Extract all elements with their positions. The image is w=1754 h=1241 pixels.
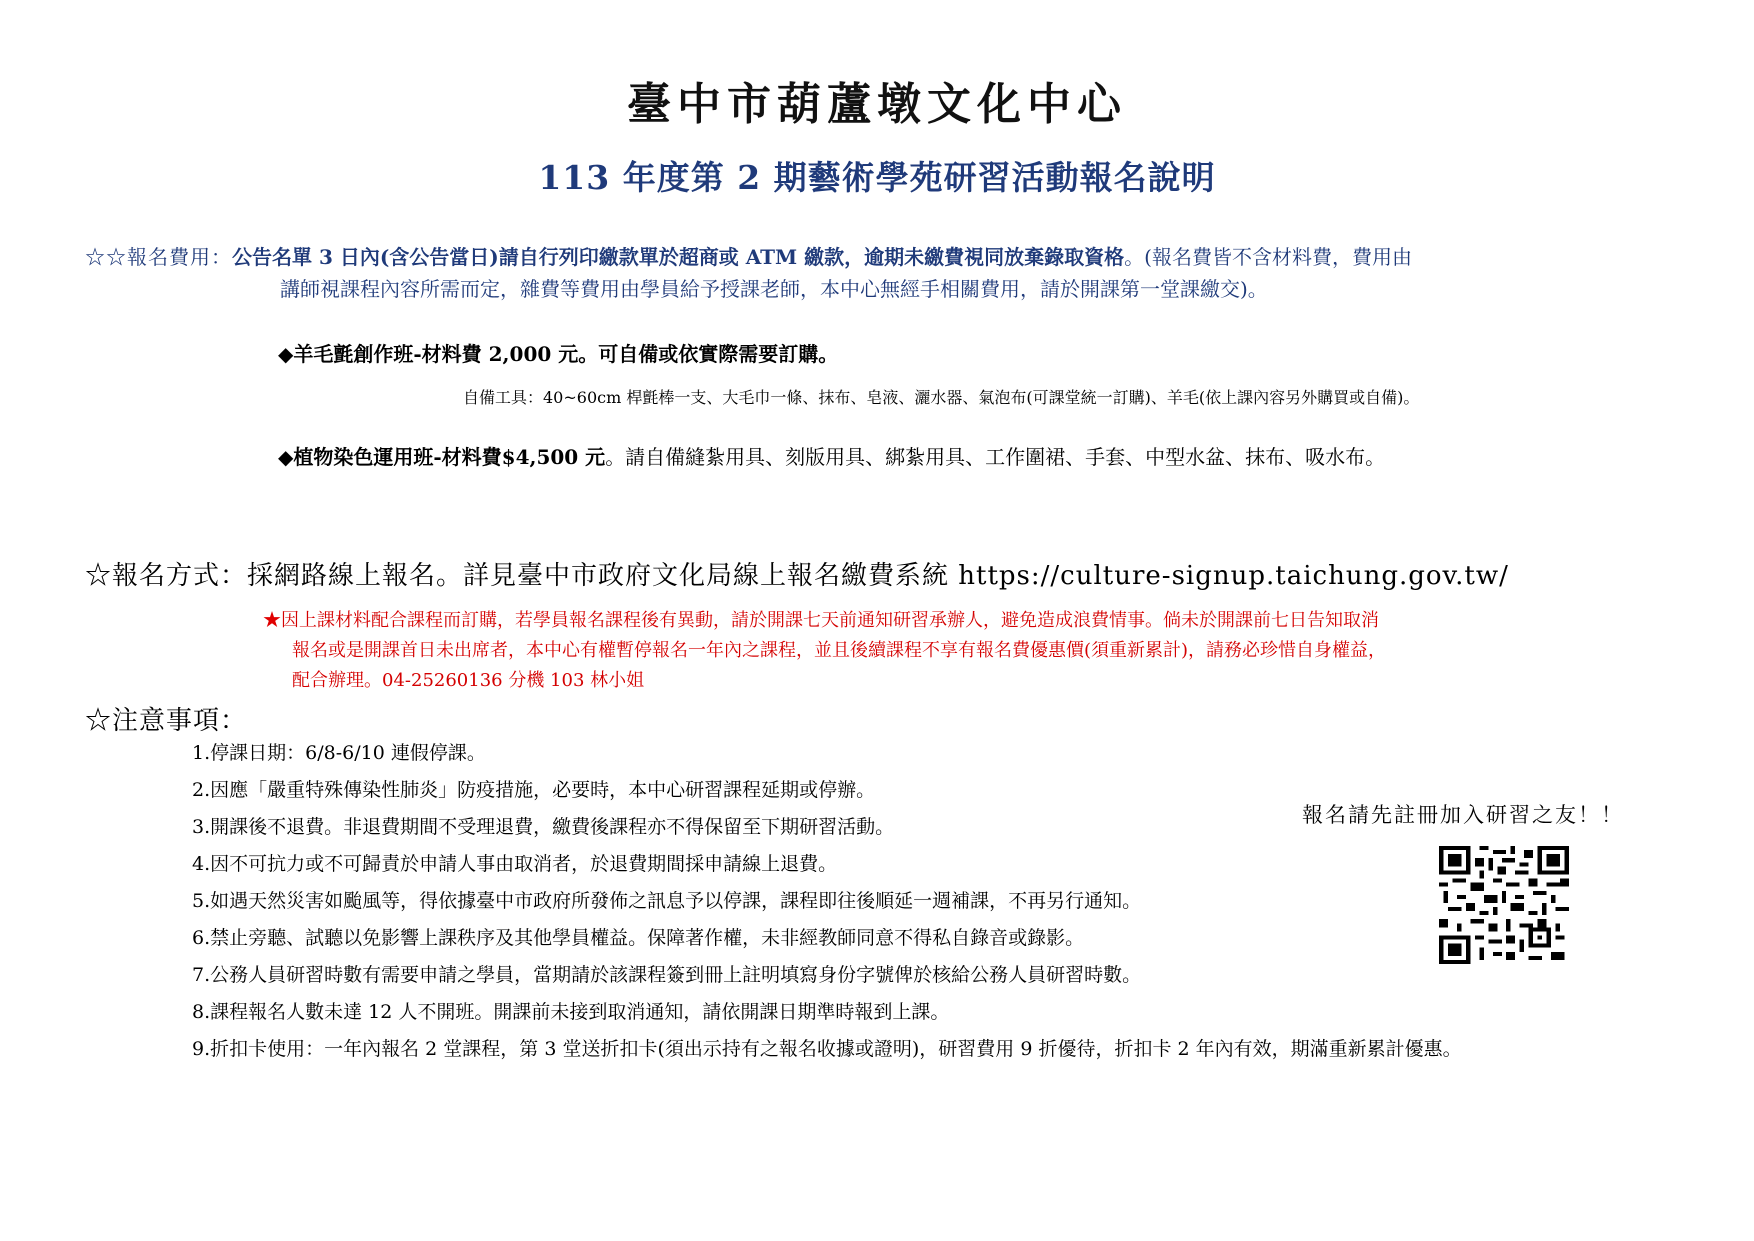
fee-rest: 。(報名費皆不含材料費，費用由 xyxy=(1124,245,1412,269)
fee-line2: 講師視課程內容所需而定，雜費等費用由學員給予授課老師，本中心無經手相關費用，請於開課第一堂課繳交)。 xyxy=(280,277,1268,301)
org-name: 臺中市葫蘆墩文化中心 xyxy=(627,79,1127,130)
page-title: 113 年度第 2 期藝術學苑研習活動報名說明 xyxy=(538,158,1216,197)
wool-class-item xyxy=(278,338,838,367)
note-item: 7.公務人員研習時數有需要申請之學員，當期請於該課程簽到冊上註明填寫身份字號俾於核給公務人員研習時數。 xyxy=(192,964,1142,986)
note-item: 6.禁止旁聽、試聽以免影響上課秩序及其他學員權益。保障著作權，未非經教師同意不得私自錄音或錄影。 xyxy=(192,927,1085,949)
dye-class-bold: ◆植物染色運用班-材料費$4,500 元 xyxy=(278,445,606,469)
wool-tools: 自備工具：40~60cm 桿氈棒一支、大毛巾一條、抹布、皂液、灑水器、氣泡布(可課堂統一訂購)、羊毛(依上課內容另外購買或自備)。 xyxy=(463,388,1420,407)
register-prompt: 報名請先註冊加入研習之友！！ xyxy=(1302,803,1624,827)
warn-line-1: 因上課材料配合課程而訂購，若學員報名課程後有異動，請於開課七天前通知研習承辦人，避免造成浪費情事。倘未於開課前七日告知取消 xyxy=(281,610,1379,631)
dye-class-item xyxy=(278,441,1385,470)
note-item: 9.折扣卡使用：一年內報名 2 堂課程，第 3 堂送折扣卡(須出示持有之報名收據或證明)，研習費用 9 折優待，折扣卡 2 年內有效，期滿重新累計優惠。 xyxy=(192,1038,1462,1060)
note-item: 4.因不可抗力或不可歸責於申請人事由取消者，於退費期間採申請線上退費。 xyxy=(192,853,838,875)
note-item: 1.停課日期：6/8-6/10 連假停課。 xyxy=(192,742,486,764)
wool-class-text: ◆羊毛氈創作班-材料費 2,000 元。可自備或依實際需要訂購。 xyxy=(278,342,839,366)
qr-code-icon[interactable] xyxy=(1439,846,1569,964)
note-item: 3.開課後不退費。非退費期間不受理退費，繳費後課程亦不得保留至下期研習活動。 xyxy=(192,816,895,838)
signup-warning xyxy=(263,606,1723,696)
fee-deadline: 公告名單 3 日內(含公告當日)請自行列印繳款單於超商或 ATM 繳款，逾期未繳費視同放棄錄取資格 xyxy=(232,245,1125,269)
note-item: 2.因應「嚴重特殊傳染性肺炎」防疫措施，必要時，本中心研習課程延期或停辦。 xyxy=(192,779,876,801)
note-item: 5.如遇天然災害如颱風等，得依據臺中市政府所發佈之訊息予以停課，課程即往後順延一週補課，不再另行通知。 xyxy=(192,890,1142,912)
signup-method: ☆報名方式：採網路線上報名。詳見臺中市政府文化局線上報名繳費系統 https://culture-signup.taichung.gov.tw/ xyxy=(85,561,1509,591)
notes-heading: ☆注意事項： xyxy=(85,706,248,736)
fee-section xyxy=(85,241,1725,305)
fee-label: ☆☆報名費用： xyxy=(85,245,232,269)
warn-line-2: 報名或是開課首日未出席者，本中心有權暫停報名一年內之課程，並且後續課程不享有報名費優惠價(須重新累計)，請務必珍惜自身權益， xyxy=(292,640,1387,661)
star-icon: ★ xyxy=(263,610,281,631)
note-item: 8.課程報名人數未達 12 人不開班。開課前未接到取消通知，請依開課日期準時報到上課。 xyxy=(192,1001,950,1023)
warn-line-3: 配合辦理。04-25260136 分機 103 林小姐 xyxy=(292,670,645,691)
dye-class-rest: 。請自備縫紮用具、刻版用具、綁紮用具、工作圍裙、手套、中型水盆、抹布、吸水布。 xyxy=(605,445,1386,469)
